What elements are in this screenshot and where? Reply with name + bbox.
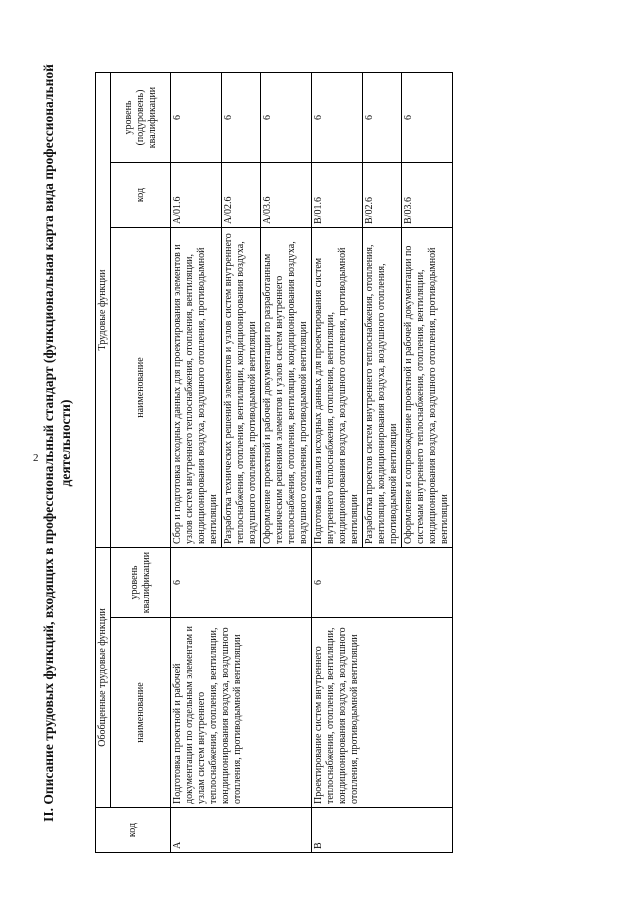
function-code: В/01.6 xyxy=(312,163,363,228)
function-name: Подготовка и анализ исходных данных для проектирования систем внутреннего теплоснабжения, отопления, вентиляции, кондиционирования воздуха, воздушного отопления, противодымной вентиляции xyxy=(312,228,363,548)
rotated-page xyxy=(40,33,615,853)
function-name: Сбор и подготовка исходных данных для проектирования элементов и узлов систем внутреннего теплоснабжения, отопления, вентиляции, кондиционирования воздуха, воздушного отопления, противодымной вентиляции xyxy=(171,228,222,548)
table-row xyxy=(171,73,222,853)
function-level: 6 xyxy=(402,73,453,163)
header-function-code: код xyxy=(111,163,171,228)
group-level: 6 xyxy=(171,548,312,618)
function-name: Оформление проектной и рабочей документации по разработанным техническим решениям элементов и узлов систем внутреннего теплоснабжения, отопления, вентиляции, кондиционирования воздуха, воздушного отопления, противодымной вентиляции xyxy=(261,228,312,548)
function-name: Оформление и сопровождение проектной и рабочей документации по системам внутреннего теплоснабжения, отопления, вентиляции, кондиционирования воздуха, воздушного отопления, противодымной вентиляции xyxy=(402,228,453,548)
group-code: А xyxy=(171,808,312,853)
page-number: 2 xyxy=(33,452,39,464)
function-level: 6 xyxy=(222,73,261,163)
function-code: А/02.6 xyxy=(222,163,261,228)
header-function-level: уровень (подуровень) квалификации xyxy=(111,73,171,163)
header-generalized-name: наименование xyxy=(111,618,171,808)
group-level: 6 xyxy=(312,548,453,618)
table-row xyxy=(312,73,363,853)
group-name: Подготовка проектной и рабочей документации по отдельным элементам и узлам систем внутреннего теплоснабжения, отопления, вентиляции, кондиционирования воздуха, воздушного отопления, противодымной вентиляции xyxy=(171,618,312,808)
function-code: А/03.6 xyxy=(261,163,312,228)
group-code: В xyxy=(312,808,453,853)
header-generalized-level: уровень квалификации xyxy=(111,548,171,618)
section-heading: II. Описание трудовых функций, входящих в профессиональный стандарт (функциональная карта вида профессиональной деятельности) xyxy=(41,64,73,822)
function-name: Разработка проектов систем внутреннего теплоснабжения, отопления, вентиляции, кондиционирования воздуха, воздушного отопления, противодымной вентиляции xyxy=(363,228,402,548)
function-code: В/02.6 xyxy=(363,163,402,228)
function-code: А/01.6 xyxy=(171,163,222,228)
header-generalized-functions: Обобщенные трудовые функции xyxy=(96,548,111,808)
group-name: Проектирование систем внутреннего теплоснабжения, отопления, вентиляции, кондиционирования воздуха, воздушного отопления, противодымной вентиляции xyxy=(312,618,453,808)
function-name: Разработка технических решений элементов и узлов систем внутреннего теплоснабжения, отопления, вентиляции, кондиционирования воздуха, воздушного отопления, противодымной вентиляции xyxy=(222,228,261,548)
functional-map-table xyxy=(95,72,453,853)
header-function-name: наименование xyxy=(111,228,171,548)
function-code: В/03.6 xyxy=(402,163,453,228)
function-level: 6 xyxy=(261,73,312,163)
function-level: 6 xyxy=(363,73,402,163)
function-level: 6 xyxy=(171,73,222,163)
function-level: 6 xyxy=(312,73,363,163)
header-code: код xyxy=(96,808,171,853)
header-labor-functions: Трудовые функции xyxy=(96,73,111,548)
